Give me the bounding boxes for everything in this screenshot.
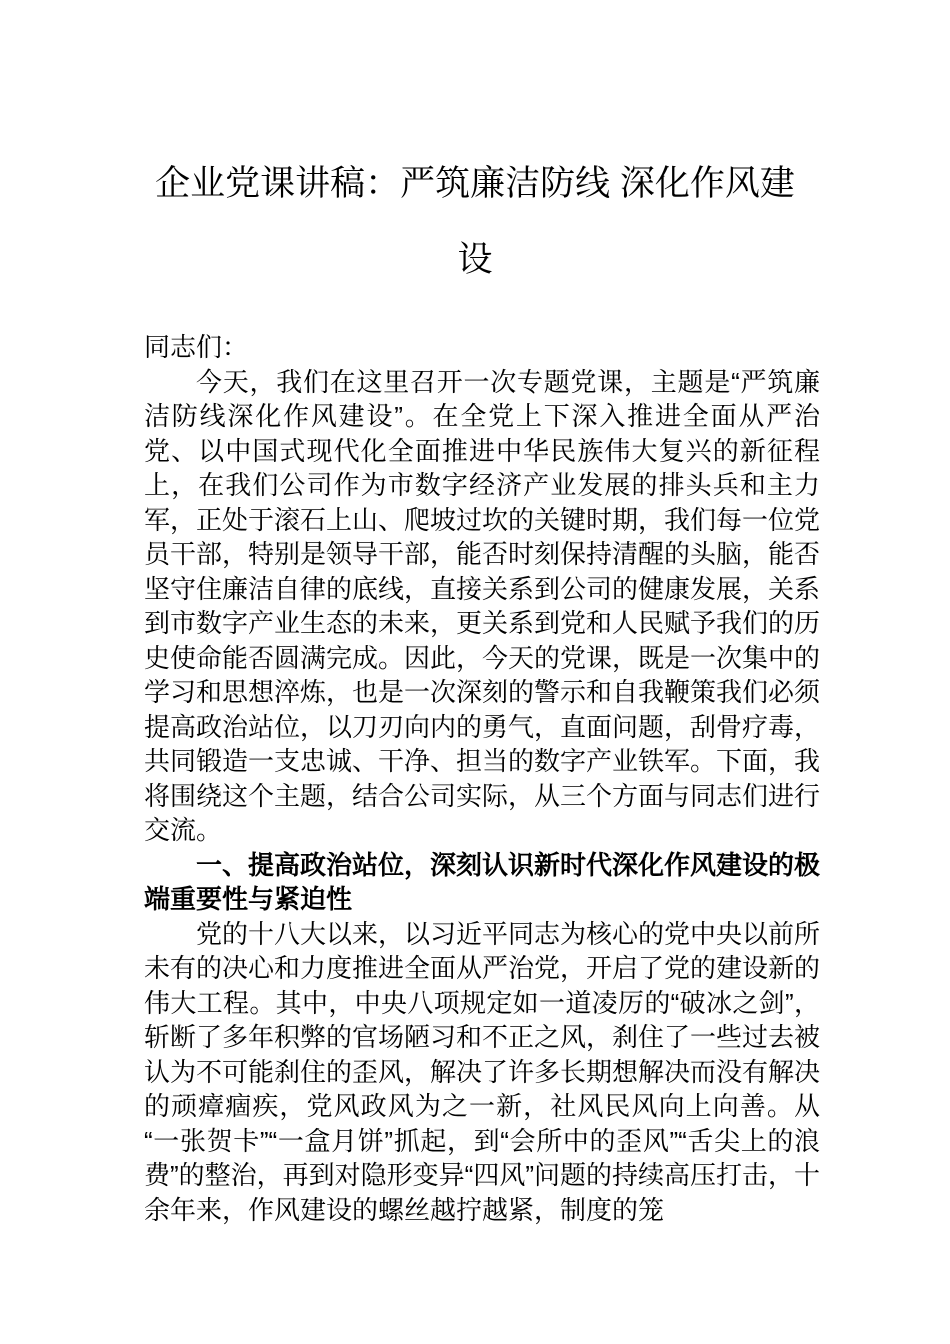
section-1-heading: 一、提高政治站位，深刻认识新时代深化作风建设的极端重要性与紧迫性 [144,849,821,914]
section-1-paragraph: 党的十八大以来，以习近平同志为核心的党中央以前所未有的决心和力度推进全面从严治党，开启了党的建设新的伟大工程。其中，中央八项规定如一道凌厉的“破冰之剑”，斩断了多年积弊的官场陋习和不正之风，刹住了一些过去被认为不可能刹住的歪风，解决了许多长期想解决而没有解决的顽瘴痼疾，党风政风为之一新，社风民风向上向善。从“一张贺卡”“一盒月饼”抓起，到“会所中的歪风”“舌尖上的浪费”的整治，再到对隐形变异“四风”问题的持续高压打击，十余年来，作风建设的螺丝越拧越紧，制度的笼 [144,918,821,1225]
salutation: 同志们： [144,332,249,362]
document-title: 企业党课讲稿：严筑廉洁防线 深化作风建设 [155,164,795,279]
document-body [144,330,820,1227]
intro-paragraph: 今天，我们在这里召开一次专题党课，主题是“严筑廉洁防线深化作风建设”。在全党上下深入推进全面从严治党、以中国式现代化全面推进中华民族伟大复兴的新征程上，在我们公司作为市数字经济产业发展的排头兵和主力军，正处于滚石上山、爬坡过坎的关键时期，我们每一位党员干部，特别是领导干部，能否时刻保持清醒的头脑，能否坚守住廉洁自律的底线，直接关系到公司的健康发展，关系到市数字产业生态的未来，更关系到党和人民赋予我们的历史使命能否圆满完成。因此，今天的党课，既是一次集中的学习和思想淬炼，也是一次深刻的警示和自我鞭策我们必须提高政治站位，以刀刃向内的勇气，直面问题，刮骨疗毒，共同锻造一支忠诚、干净、担当的数字产业铁军。下面，我将围绕这个主题，结合公司实际，从三个方面与同志们进行交流。 [144,366,821,845]
